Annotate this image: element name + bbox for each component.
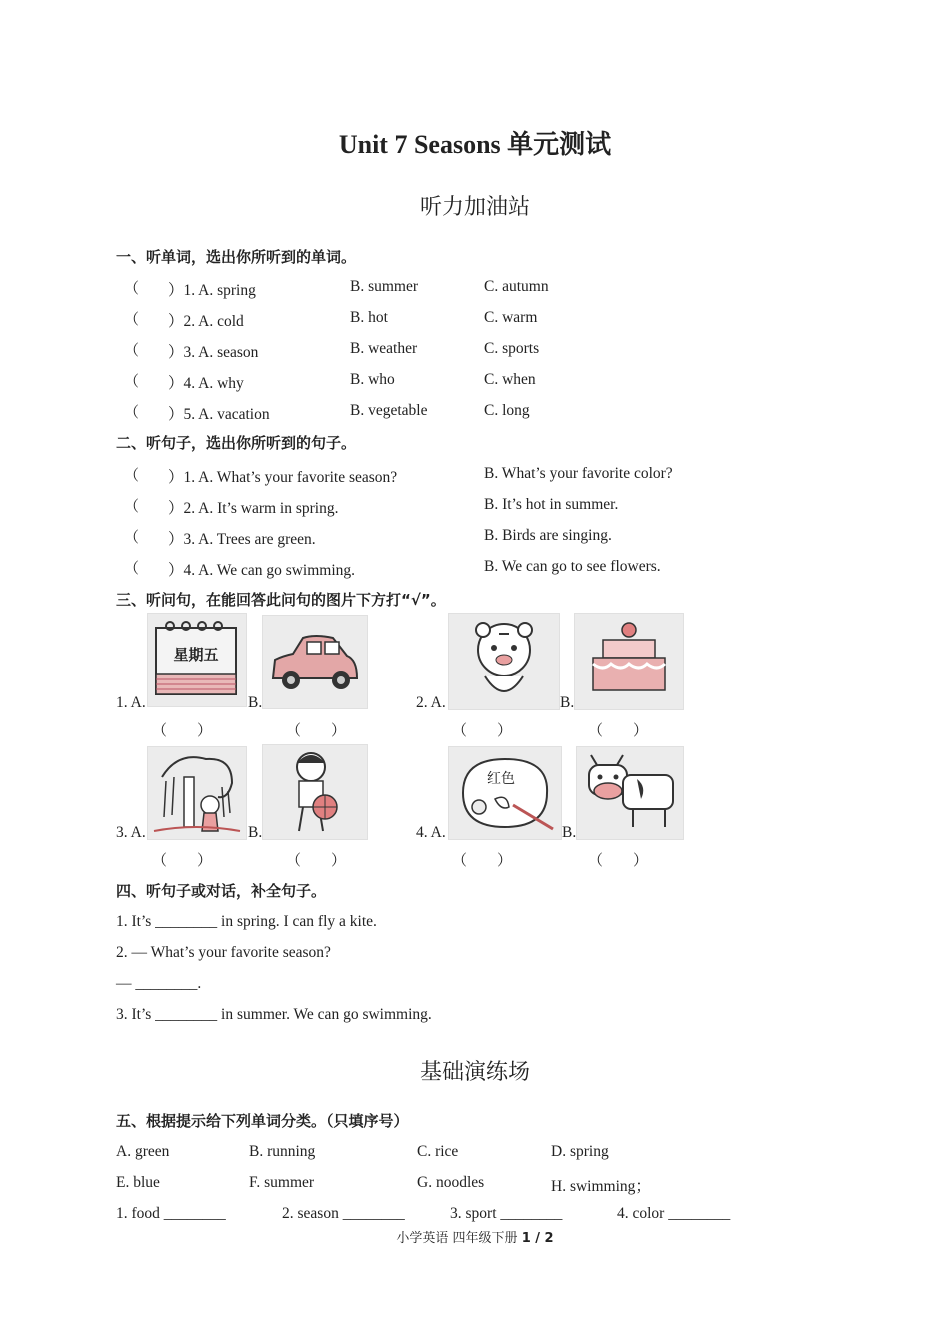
tree-girl-image: [147, 746, 247, 840]
part2-item-b: B. It’s hot in summer.: [484, 496, 619, 513]
answer-paren: （: [124, 312, 140, 328]
word-option: B. running: [249, 1143, 316, 1160]
boy-ball-image: [262, 744, 368, 840]
answer-paren: （: [124, 499, 140, 515]
word-option: D. spring: [551, 1143, 609, 1160]
answer-paren: （: [124, 561, 140, 577]
answer-paren: （ ）: [286, 723, 347, 739]
answer-paren: （: [124, 468, 140, 484]
section-title-basics: 基础演练场: [419, 1060, 530, 1085]
footer-text: 小学英语 四年级下册: [396, 1231, 522, 1246]
part1-item-b: B. hot: [350, 309, 388, 326]
answer-paren: （ ）: [588, 853, 649, 869]
part4-line: — ________.: [116, 975, 202, 992]
part1-item-a: ）2. A. cold: [168, 313, 244, 330]
part1-item-a: ）1. A. spring: [168, 282, 256, 299]
part4-heading: 四、听句子或对话，补全句子。: [116, 882, 327, 900]
part3-heading: 三、听问句，在能回答此问句的图片下方打“√”。: [116, 591, 446, 609]
part4-line: 3. It’s ________ in summer. We can go swimming.: [116, 1006, 432, 1023]
q3-label-b: B.: [248, 824, 263, 841]
tiger-image: [448, 613, 560, 710]
part1-item-c: C. when: [484, 371, 536, 388]
part1-heading: 一、听单词，选出你所听到的单词。: [116, 248, 357, 266]
q4-label-b: B.: [562, 824, 577, 841]
section-title-listening: 听力加油站: [419, 195, 530, 220]
answer-paren: （: [124, 281, 140, 297]
category-blank: 2. season ________: [282, 1205, 405, 1222]
part1-item-b: B. weather: [350, 340, 418, 357]
part2-item-b: B. Birds are singing.: [484, 527, 612, 544]
q3-label-a: 3. A.: [116, 824, 146, 841]
category-blank: 3. sport ________: [450, 1205, 563, 1222]
answer-paren: （ ）: [588, 723, 649, 739]
answer-paren: （: [124, 343, 140, 359]
q4-label-a: 4. A.: [416, 824, 446, 841]
category-blank: 1. food ________: [116, 1205, 226, 1222]
word-option: F. summer: [249, 1174, 315, 1191]
answer-paren: （ ）: [152, 723, 213, 739]
calendar-friday-image: [147, 613, 247, 707]
calendar-text: 星期五: [173, 646, 219, 664]
part1-item-b: B. who: [350, 371, 395, 388]
q1-label-a: 1. A.: [116, 694, 146, 711]
palette-image: [448, 746, 562, 840]
category-blank: 4. color ________: [617, 1205, 731, 1222]
q2-label-b: B.: [560, 694, 575, 711]
part2-heading: 二、听句子，选出你所听到的句子。: [116, 434, 357, 452]
part1-item-b: B. summer: [350, 278, 419, 295]
part4-line: 1. It’s ________ in spring. I can fly a kite.: [116, 913, 377, 930]
part5-heading: 五、根据提示给下列单词分类。（只填序号）: [116, 1112, 409, 1130]
part1-item-a: ）3. A. season: [168, 344, 259, 361]
cow-image: [576, 746, 684, 840]
part1-item-c: C. long: [484, 402, 530, 419]
answer-paren: （: [124, 530, 140, 546]
part4-line: 2. — What’s your favorite season?: [116, 944, 331, 961]
car-image: [262, 615, 368, 709]
word-option: H. swimming；: [551, 1178, 651, 1195]
answer-paren: （ ）: [286, 853, 347, 869]
part2-item-a: ）2. A. It’s warm in spring.: [168, 500, 339, 517]
part1-item-c: C. autumn: [484, 278, 549, 295]
answer-paren: （ ）: [452, 723, 513, 739]
part2-item-a: ）1. A. What’s your favorite season?: [168, 469, 398, 486]
page-footer: [0, 1227, 950, 1246]
q2-label-a: 2. A.: [416, 694, 446, 711]
part2-item-a: ）3. A. Trees are green.: [168, 531, 316, 548]
answer-paren: （ ）: [452, 853, 513, 869]
part1-item-a: ）4. A. why: [168, 375, 244, 392]
answer-paren: （ ）: [152, 853, 213, 869]
part2-item-a: ）4. A. We can go swimming.: [168, 562, 356, 579]
word-option: A. green: [116, 1143, 170, 1160]
cake-image: [574, 613, 684, 710]
part2-item-b: B. What’s your favorite color?: [484, 465, 673, 482]
part1-item-a: ）5. A. vacation: [168, 406, 270, 423]
word-option: E. blue: [116, 1174, 160, 1191]
page-number: 1 / 2: [521, 1231, 554, 1246]
part2-item-b: B. We can go to see flowers.: [484, 558, 661, 575]
answer-paren: （: [124, 405, 140, 421]
palette-text: 红色: [487, 771, 515, 787]
part1-item-c: C. sports: [484, 340, 540, 357]
word-option: G. noodles: [417, 1174, 485, 1191]
word-option: C. rice: [417, 1143, 459, 1160]
part1-item-b: B. vegetable: [350, 402, 428, 419]
page-title: Unit 7 Seasons 单元测试: [338, 130, 612, 159]
answer-paren: （: [124, 374, 140, 390]
part1-item-c: C. warm: [484, 309, 538, 326]
q1-label-b: B.: [248, 694, 263, 711]
